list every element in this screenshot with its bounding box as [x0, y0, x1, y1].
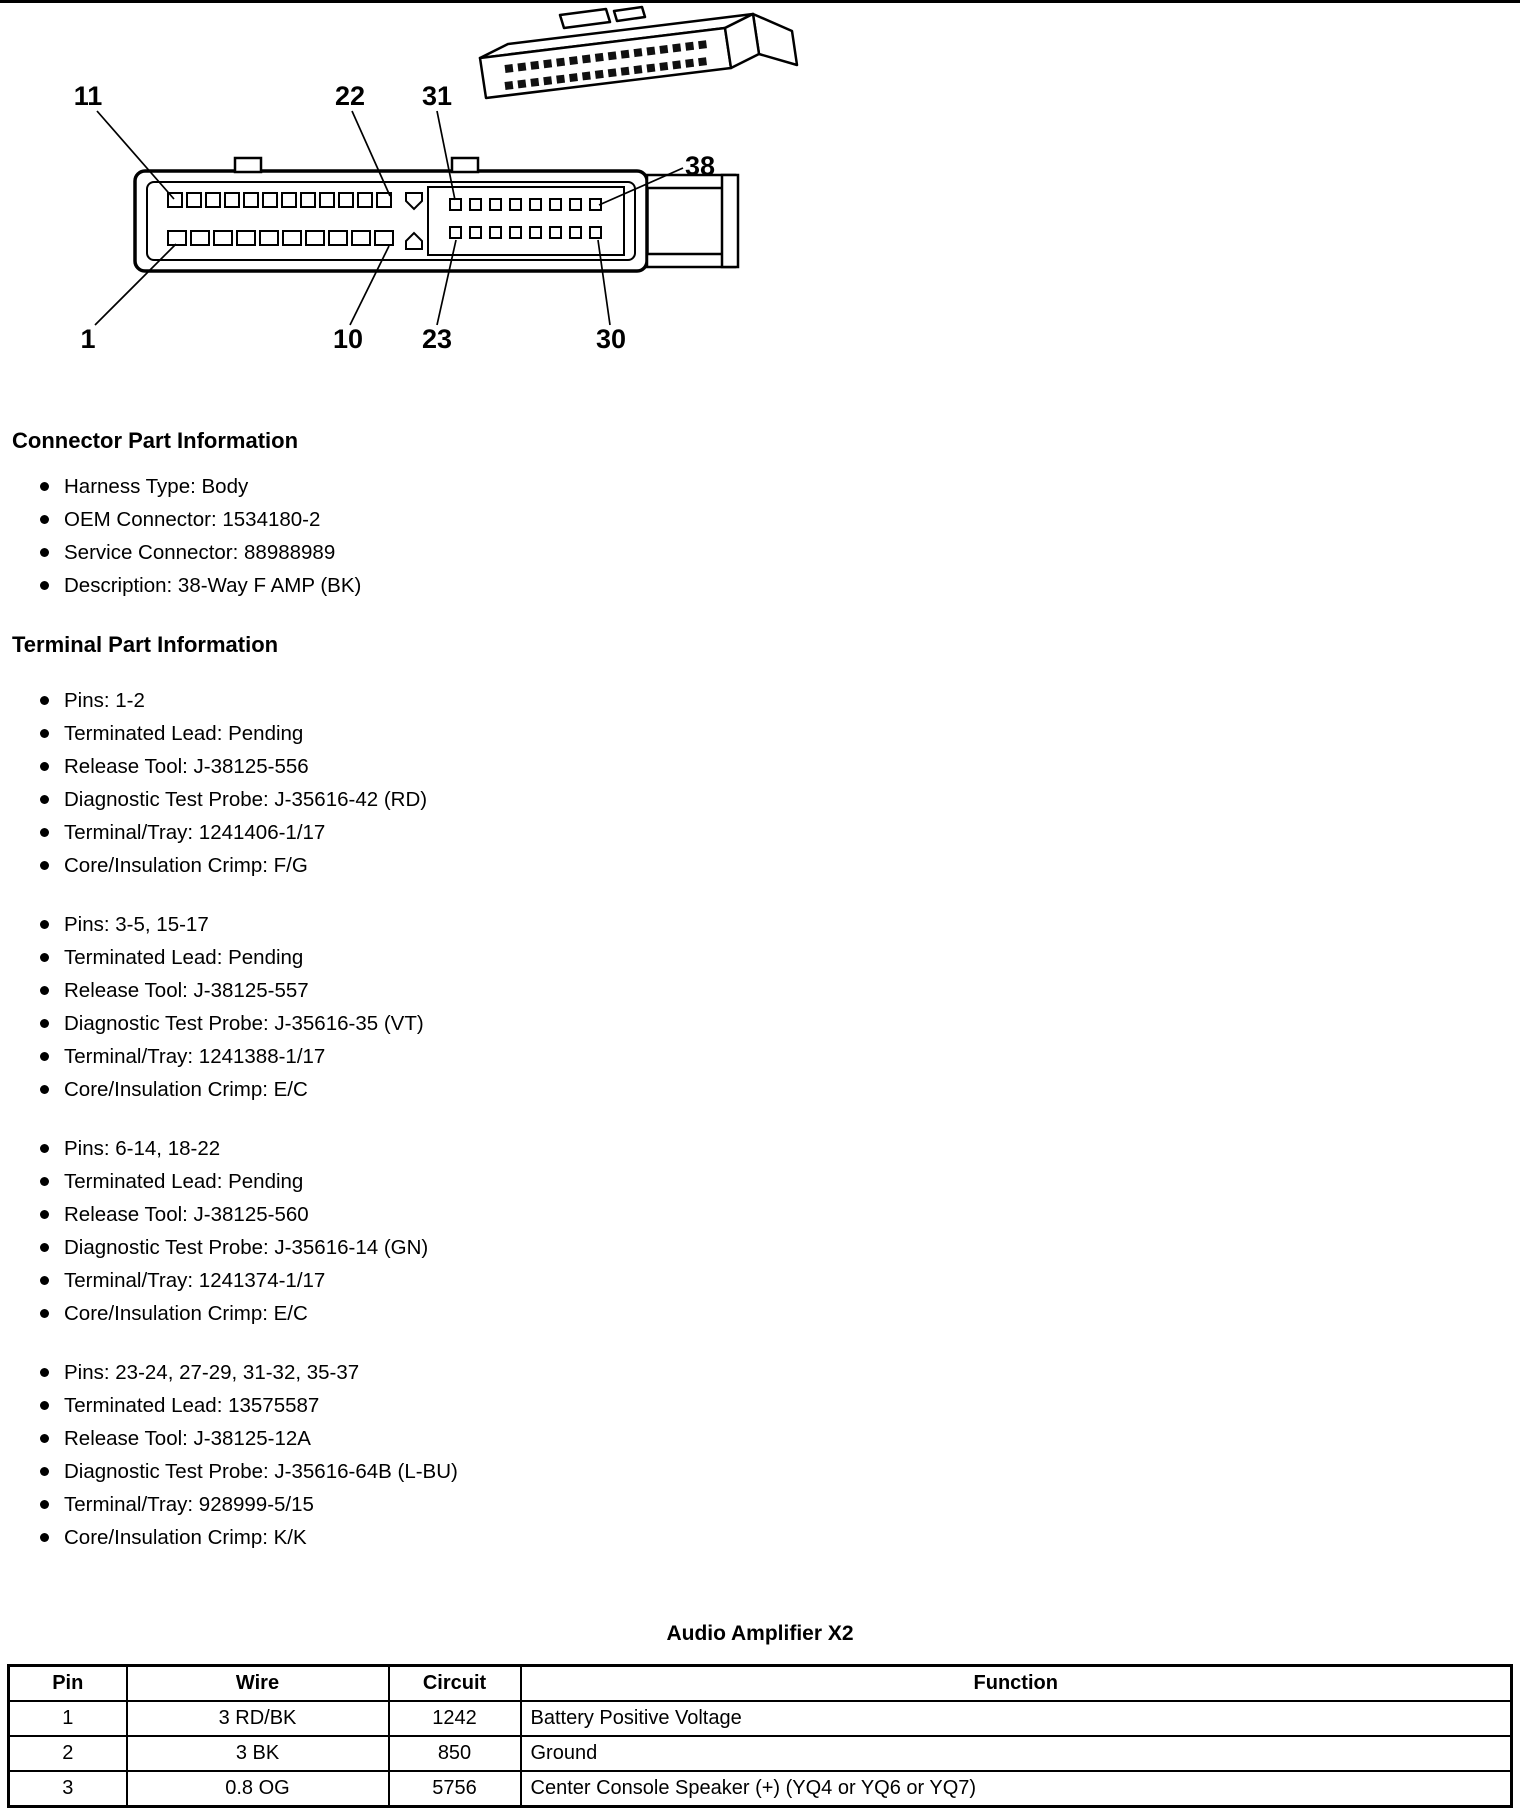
- spec-item: Terminated Lead: Pending: [38, 941, 1520, 974]
- pin-slot: [570, 199, 581, 210]
- function-cell: Ground: [521, 1736, 1512, 1771]
- pin-slot: [450, 227, 461, 238]
- spec-item: Release Tool: J-38125-556: [38, 750, 1520, 783]
- callout-pin38: 38: [684, 151, 716, 181]
- spec-item: Release Tool: J-38125-12A: [38, 1422, 1520, 1455]
- spec-item: Release Tool: J-38125-557: [38, 974, 1520, 1007]
- spec-item: Pins: 23-24, 27-29, 31-32, 35-37: [38, 1356, 1520, 1389]
- pin-slot: [168, 231, 186, 245]
- isometric-connector-view: [480, 7, 797, 98]
- pin-cell: 2: [9, 1736, 127, 1771]
- pin-slot: [206, 193, 220, 207]
- callout-pin1: 1: [80, 324, 96, 354]
- front-top-tab-left: [235, 158, 261, 172]
- spec-item: Core/Insulation Crimp: F/G: [38, 849, 1520, 882]
- connector-info-list: [0, 470, 1520, 602]
- pin-slot: [470, 227, 481, 238]
- spec-item: Harness Type: Body: [38, 470, 1520, 503]
- pin-cell: 1: [9, 1701, 127, 1736]
- pin-slot: [283, 231, 301, 245]
- spec-item: Pins: 6-14, 18-22: [38, 1132, 1520, 1165]
- pin-slot: [358, 193, 372, 207]
- circuit-cell: 850: [389, 1736, 521, 1771]
- spec-item: Diagnostic Test Probe: J-35616-42 (RD): [38, 783, 1520, 816]
- right-section-shell: [428, 187, 624, 255]
- col-header-function: Function: [521, 1666, 1512, 1702]
- function-cell: Battery Positive Voltage: [521, 1701, 1512, 1736]
- pin-slot: [282, 193, 296, 207]
- pin-slot: [510, 227, 521, 238]
- spec-item: Core/Insulation Crimp: E/C: [38, 1297, 1520, 1330]
- function-cell: Center Console Speaker (+) (YQ4 or YQ6 or YQ7): [521, 1771, 1512, 1807]
- spec-item: OEM Connector: 1534180-2: [38, 503, 1520, 536]
- terminal-group-2: [0, 908, 1520, 1106]
- col-header-circuit: Circuit: [389, 1666, 521, 1702]
- spec-item: Diagnostic Test Probe: J-35616-64B (L-BU): [38, 1455, 1520, 1488]
- pin-slot: [187, 193, 201, 207]
- callout-pin30: 30: [595, 324, 627, 354]
- iso-right-flange: [753, 14, 797, 65]
- table-row: [9, 1771, 1512, 1807]
- spec-item: Diagnostic Test Probe: J-35616-14 (GN): [38, 1231, 1520, 1264]
- spec-item: Terminal/Tray: 1241374-1/17: [38, 1264, 1520, 1297]
- connector-info-heading: Connector Part Information: [12, 428, 299, 453]
- circuit-cell: 1242: [389, 1701, 521, 1736]
- col-header-pin: Pin: [9, 1666, 127, 1702]
- wire-cell: 3 BK: [127, 1736, 389, 1771]
- pin-slot: [320, 193, 334, 207]
- pin-slot: [263, 193, 277, 207]
- spec-item: Diagnostic Test Probe: J-35616-35 (VT): [38, 1007, 1520, 1040]
- pin-slot: [214, 231, 232, 245]
- terminal-group-1: [0, 684, 1520, 882]
- pin-slot: [260, 231, 278, 245]
- pin-slot: [450, 199, 461, 210]
- spec-item: Terminated Lead: Pending: [38, 717, 1520, 750]
- front-top-tab-right: [452, 158, 478, 172]
- pin-cell: 3: [9, 1771, 127, 1807]
- callout-pin11: 11: [73, 81, 103, 111]
- pin-slot: [470, 199, 481, 210]
- front-connector-view: [135, 158, 738, 271]
- table-row: [9, 1701, 1512, 1736]
- spec-item: Release Tool: J-38125-560: [38, 1198, 1520, 1231]
- pin-slot: [352, 231, 370, 245]
- spec-item: Terminal/Tray: 1241406-1/17: [38, 816, 1520, 849]
- spec-item: Pins: 3-5, 15-17: [38, 908, 1520, 941]
- pin-slot: [375, 231, 393, 245]
- spec-item: Pins: 1-2: [38, 684, 1520, 717]
- callout-pin22: 22: [334, 81, 366, 111]
- connector-diagram: [0, 3, 1520, 378]
- pin-slot: [225, 193, 239, 207]
- pin-slot: [191, 231, 209, 245]
- spec-item: Terminated Lead: 13575587: [38, 1389, 1520, 1422]
- terminal-info-heading: Terminal Part Information: [12, 632, 279, 657]
- pin-table-section: [7, 1622, 1513, 1808]
- pin-slot: [237, 231, 255, 245]
- iso-latch-tab-small: [614, 7, 645, 21]
- callout-pin10: 10: [332, 324, 364, 354]
- pin-slot: [490, 227, 501, 238]
- spec-item: Service Connector: 88988989: [38, 536, 1520, 569]
- table-title: Audio Amplifier X2: [666, 1622, 854, 1645]
- pin-slot: [530, 227, 541, 238]
- pin-slot: [550, 227, 561, 238]
- terminal-group-3: [0, 1132, 1520, 1330]
- callout-pin23: 23: [421, 324, 453, 354]
- table-header-row: [9, 1666, 1512, 1702]
- pin-slot: [510, 199, 521, 210]
- spec-item: Core/Insulation Crimp: K/K: [38, 1521, 1520, 1554]
- front-bracket-vertical: [722, 175, 738, 267]
- callout-pin31: 31: [421, 81, 453, 111]
- pin-function-table: [7, 1664, 1513, 1808]
- wire-cell: 0.8 OG: [127, 1771, 389, 1807]
- spec-item: Core/Insulation Crimp: E/C: [38, 1073, 1520, 1106]
- pin-slot: [570, 227, 581, 238]
- spec-item: Terminal/Tray: 928999-5/15: [38, 1488, 1520, 1521]
- spec-item: Terminated Lead: Pending: [38, 1165, 1520, 1198]
- col-header-wire: Wire: [127, 1666, 389, 1702]
- circuit-cell: 5756: [389, 1771, 521, 1807]
- wire-cell: 3 RD/BK: [127, 1701, 389, 1736]
- pin-slot: [329, 231, 347, 245]
- pin-slot: [244, 193, 258, 207]
- iso-latch-tab: [560, 9, 610, 28]
- pin-slot: [590, 227, 601, 238]
- pin-slot: [306, 231, 324, 245]
- pin-slot: [301, 193, 315, 207]
- pin-slot: [339, 193, 353, 207]
- spec-item: Description: 38-Way F AMP (BK): [38, 569, 1520, 602]
- pin-slot: [530, 199, 541, 210]
- table-row: [9, 1736, 1512, 1771]
- pin-slot: [490, 199, 501, 210]
- spec-item: Terminal/Tray: 1241388-1/17: [38, 1040, 1520, 1073]
- terminal-group-4: [0, 1356, 1520, 1554]
- pin-slot: [550, 199, 561, 210]
